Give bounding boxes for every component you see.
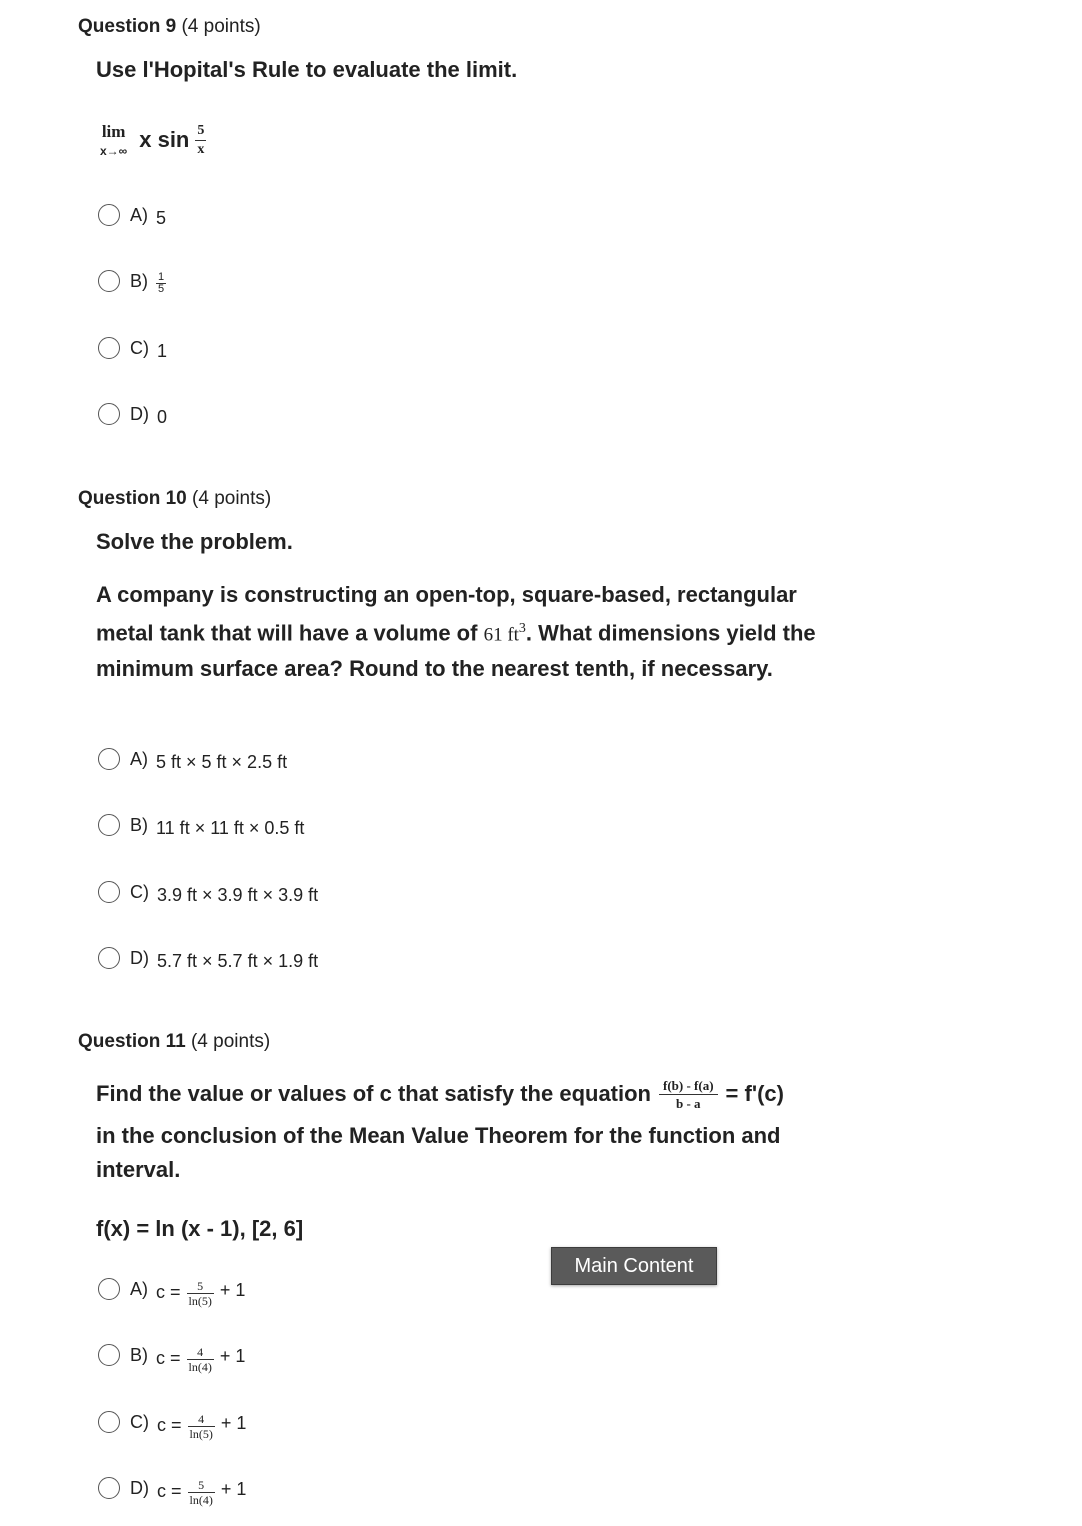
- limit-expr-text: x sin: [139, 127, 190, 152]
- q10-choice-c[interactable]: [98, 877, 318, 907]
- choice-fraction-num: 4: [198, 1411, 205, 1426]
- radio-button[interactable]: [98, 204, 120, 226]
- choice-fraction-den: ln(4): [188, 1359, 212, 1374]
- choice-letter: C): [130, 881, 149, 902]
- choice-suffix: + 1: [219, 1345, 246, 1366]
- choice-letter: D): [130, 947, 149, 968]
- question-10-problem: [96, 578, 836, 686]
- q9-choice-c[interactable]: [98, 333, 167, 363]
- choice-fraction-num: 1: [158, 270, 165, 283]
- q11-choice-a[interactable]: [98, 1274, 246, 1308]
- q11-choice-d[interactable]: [98, 1473, 247, 1507]
- choice-fraction-num: 5: [198, 1477, 205, 1492]
- volume-exponent: 3: [518, 621, 526, 636]
- main-content-tooltip: Main Content: [551, 1247, 717, 1285]
- choice-letter: D): [130, 403, 149, 424]
- choice-fraction-num: 5: [197, 1278, 204, 1293]
- question-9-instruction: Use l'Hopital's Rule to evaluate the limit.: [96, 57, 518, 82]
- choice-letter: C): [130, 337, 149, 358]
- radio-button[interactable]: [98, 947, 120, 969]
- q10-choice-b[interactable]: [98, 810, 304, 840]
- choice-value: 5 ft × 5 ft × 2.5 ft: [156, 751, 288, 772]
- limit-fraction-num: 5: [197, 122, 205, 138]
- question-11-header: [78, 1031, 270, 1053]
- question-10-header: [78, 488, 271, 510]
- question-9-header: [78, 16, 261, 38]
- choice-value: 11 ft × 11 ft × 0.5 ft: [156, 817, 305, 838]
- mvt-line2: in the conclusion of the Mean Value Theorem for the function and interval.: [96, 1123, 781, 1182]
- choice-prefix: c =: [157, 1414, 182, 1435]
- radio-button[interactable]: [98, 1344, 120, 1366]
- q10-choice-a[interactable]: [98, 744, 287, 774]
- limit-body: [139, 124, 206, 157]
- radio-button[interactable]: [98, 403, 120, 425]
- choice-suffix: + 1: [219, 1279, 246, 1300]
- choice-value: 5.7 ft × 5.7 ft × 1.9 ft: [157, 950, 319, 971]
- question-9-title: Question 9: [78, 16, 177, 37]
- radio-button[interactable]: [98, 1411, 120, 1433]
- choice-letter: D): [130, 1477, 149, 1498]
- choice-value: 1: [157, 340, 168, 361]
- choice-fraction-den: ln(5): [188, 1293, 212, 1308]
- question-10-instruction: Solve the problem.: [96, 529, 293, 554]
- question-9-points: (4 points): [181, 16, 261, 37]
- radio-button[interactable]: [98, 337, 120, 359]
- choice-value: 5: [156, 207, 167, 228]
- choice-value: 3.9 ft × 3.9 ft × 3.9 ft: [157, 884, 319, 905]
- q11-choice-b[interactable]: [98, 1340, 246, 1374]
- choice-fraction: [187, 1280, 214, 1307]
- radio-button[interactable]: [98, 814, 120, 836]
- choice-letter: B): [130, 814, 148, 835]
- choice-prefix: c =: [156, 1347, 181, 1368]
- q9-choice-a[interactable]: [98, 200, 166, 230]
- limit-fraction: [195, 124, 206, 157]
- choice-letter: A): [130, 1278, 148, 1299]
- limit-fraction-den: x: [197, 141, 205, 157]
- choice-prefix: c =: [157, 1480, 182, 1501]
- question-10-title: Question 10: [78, 488, 187, 509]
- choice-value: 0: [157, 406, 168, 427]
- choice-fraction-den: ln(5): [189, 1426, 213, 1441]
- choice-letter: C): [130, 1411, 149, 1432]
- choice-letter: A): [130, 748, 148, 769]
- choice-letter: B): [130, 270, 148, 291]
- question-10-points: (4 points): [192, 488, 272, 509]
- radio-button[interactable]: [98, 270, 120, 292]
- q11-choice-c[interactable]: [98, 1407, 247, 1441]
- choice-fraction: [188, 1413, 215, 1440]
- mvt-line1: Find the value or values of c that satisfy the equation: [96, 1081, 651, 1106]
- limit-operator: [100, 122, 127, 158]
- mvt-fraction-num: f(b) - f(a): [663, 1077, 714, 1093]
- radio-button[interactable]: [98, 748, 120, 770]
- choice-letter: A): [130, 204, 148, 225]
- choice-prefix: c =: [156, 1281, 181, 1302]
- mvt-rhs: = f'(c): [725, 1081, 784, 1106]
- choice-fraction-den: ln(4): [189, 1492, 213, 1507]
- mvt-equation-line: [96, 1068, 784, 1120]
- radio-button[interactable]: [98, 1477, 120, 1499]
- choice-fraction: [156, 272, 166, 295]
- choice-fraction: [188, 1479, 215, 1506]
- lim-word: lim: [101, 122, 126, 141]
- function-definition: f(x) = ln (x - 1), [2, 6]: [96, 1216, 304, 1241]
- question-11-points: (4 points): [190, 1031, 271, 1052]
- question-11-title: Question 11: [78, 1031, 186, 1052]
- choice-fraction-num: 4: [197, 1344, 204, 1359]
- lim-subscript: x→∞: [100, 144, 128, 158]
- radio-button[interactable]: [98, 1278, 120, 1300]
- choice-letter: B): [130, 1344, 148, 1365]
- radio-button[interactable]: [98, 881, 120, 903]
- problem-text-post: . What dimensions yield the minimum surface area? Round to the nearest tenth, if necessary.: [96, 620, 816, 682]
- mvt-fraction-den: b - a: [675, 1095, 701, 1111]
- choice-suffix: + 1: [220, 1478, 247, 1499]
- choice-fraction: [187, 1346, 214, 1373]
- mvt-fraction: [659, 1079, 718, 1110]
- q10-choice-d[interactable]: [98, 943, 318, 973]
- problem-text-pre: A company is constructing an open-top, square-based, rectangular metal tank that will have a volume of: [96, 582, 797, 646]
- choice-suffix: + 1: [220, 1412, 247, 1433]
- choice-fraction-den: 5: [158, 282, 165, 295]
- q9-choice-b[interactable]: [98, 266, 166, 296]
- q9-choice-d[interactable]: [98, 399, 167, 429]
- volume-value: 61 ft: [483, 624, 519, 646]
- limit-expression: [100, 115, 206, 165]
